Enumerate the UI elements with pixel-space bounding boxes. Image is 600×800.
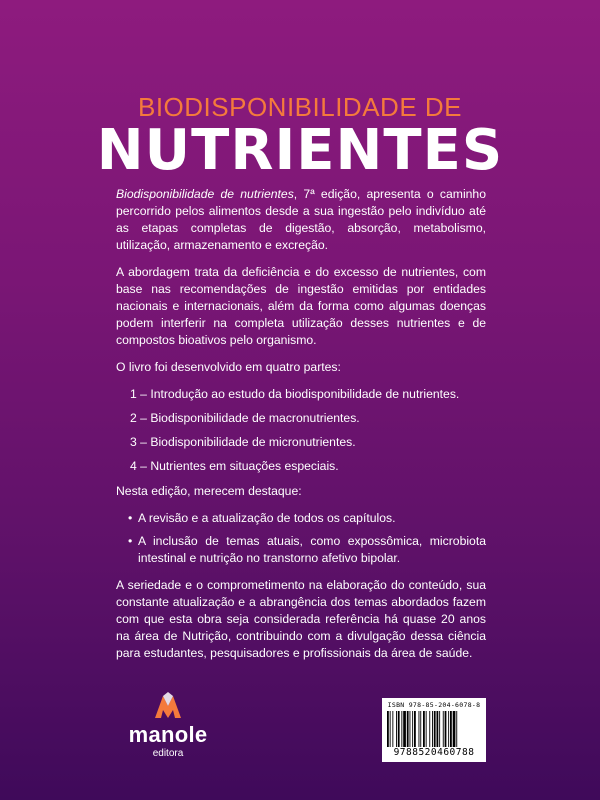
- intro-paragraph: [116, 186, 486, 254]
- publisher-logo: [118, 690, 218, 759]
- intro-rest: , 7ª edição, apresenta o caminho percorrido pelos alimentos desde a sua ingestão pelo indivíduo até as etapas completas de digestão, absorção, metabolismo, utilização, armazenamento e excreção.: [116, 187, 486, 252]
- back-cover-text: [116, 186, 486, 672]
- list-item: 3 – Biodisponibilidade de micronutrientes.: [130, 435, 356, 449]
- title-line-2: NUTRIENTES: [96, 118, 504, 183]
- manole-logo-icon: [151, 690, 185, 720]
- list-item: • A inclusão de temas atuais, como expossômica, microbiota intestinal e nutrição no transtorno afetivo bipolar.: [128, 533, 486, 567]
- list-item: 4 – Nutrientes em situações especiais.: [130, 459, 339, 473]
- parts-list: [130, 386, 486, 475]
- highlights-intro: Nesta edição, merecem destaque:: [116, 484, 302, 498]
- barcode: [382, 698, 486, 762]
- list-item: • A revisão e a atualização de todos os capítulos.: [128, 510, 486, 527]
- barcode-bars-icon: [386, 711, 482, 747]
- barcode-number: 9788520460788: [393, 747, 475, 758]
- highlights-list: [128, 510, 486, 567]
- publisher-name: manole: [128, 722, 208, 747]
- title-line-1: BIODISPONIBILIDADE DE: [137, 92, 463, 122]
- closing-paragraph: A seriedade e o comprometimento na elaboração do conteúdo, sua constante atualização e a abrangência dos temas abordados fazem com que esta obra seja considerada referência há quase 20 anos na área de Nutrição, contribuindo com a divulgação dessa ciência para estudantes, pesquisadores e profissionais da área de saúde.: [116, 578, 486, 660]
- publisher-sub: editora: [152, 748, 184, 759]
- isbn-label: ISBN 978-85-204-6078-8: [387, 701, 481, 709]
- list-item: 2 – Biodisponibilidade de macronutrientes.: [130, 411, 360, 425]
- book-title: Biodisponibilidade de nutrientes: [116, 187, 294, 201]
- parts-intro: O livro foi desenvolvido em quatro partes:: [116, 360, 341, 374]
- paragraph-2: A abordagem trata da deficiência e do excesso de nutrientes, com base nas recomendações de ingestão emitidas por entidades nacionais e internacionais, além da forma como algumas doenças podem interferir na completa utilização desses nutrientes e de compostos bioativos pelo organismo.: [116, 265, 486, 347]
- list-item: 1 – Introdução ao estudo da biodisponibilidade de nutrientes.: [130, 387, 460, 401]
